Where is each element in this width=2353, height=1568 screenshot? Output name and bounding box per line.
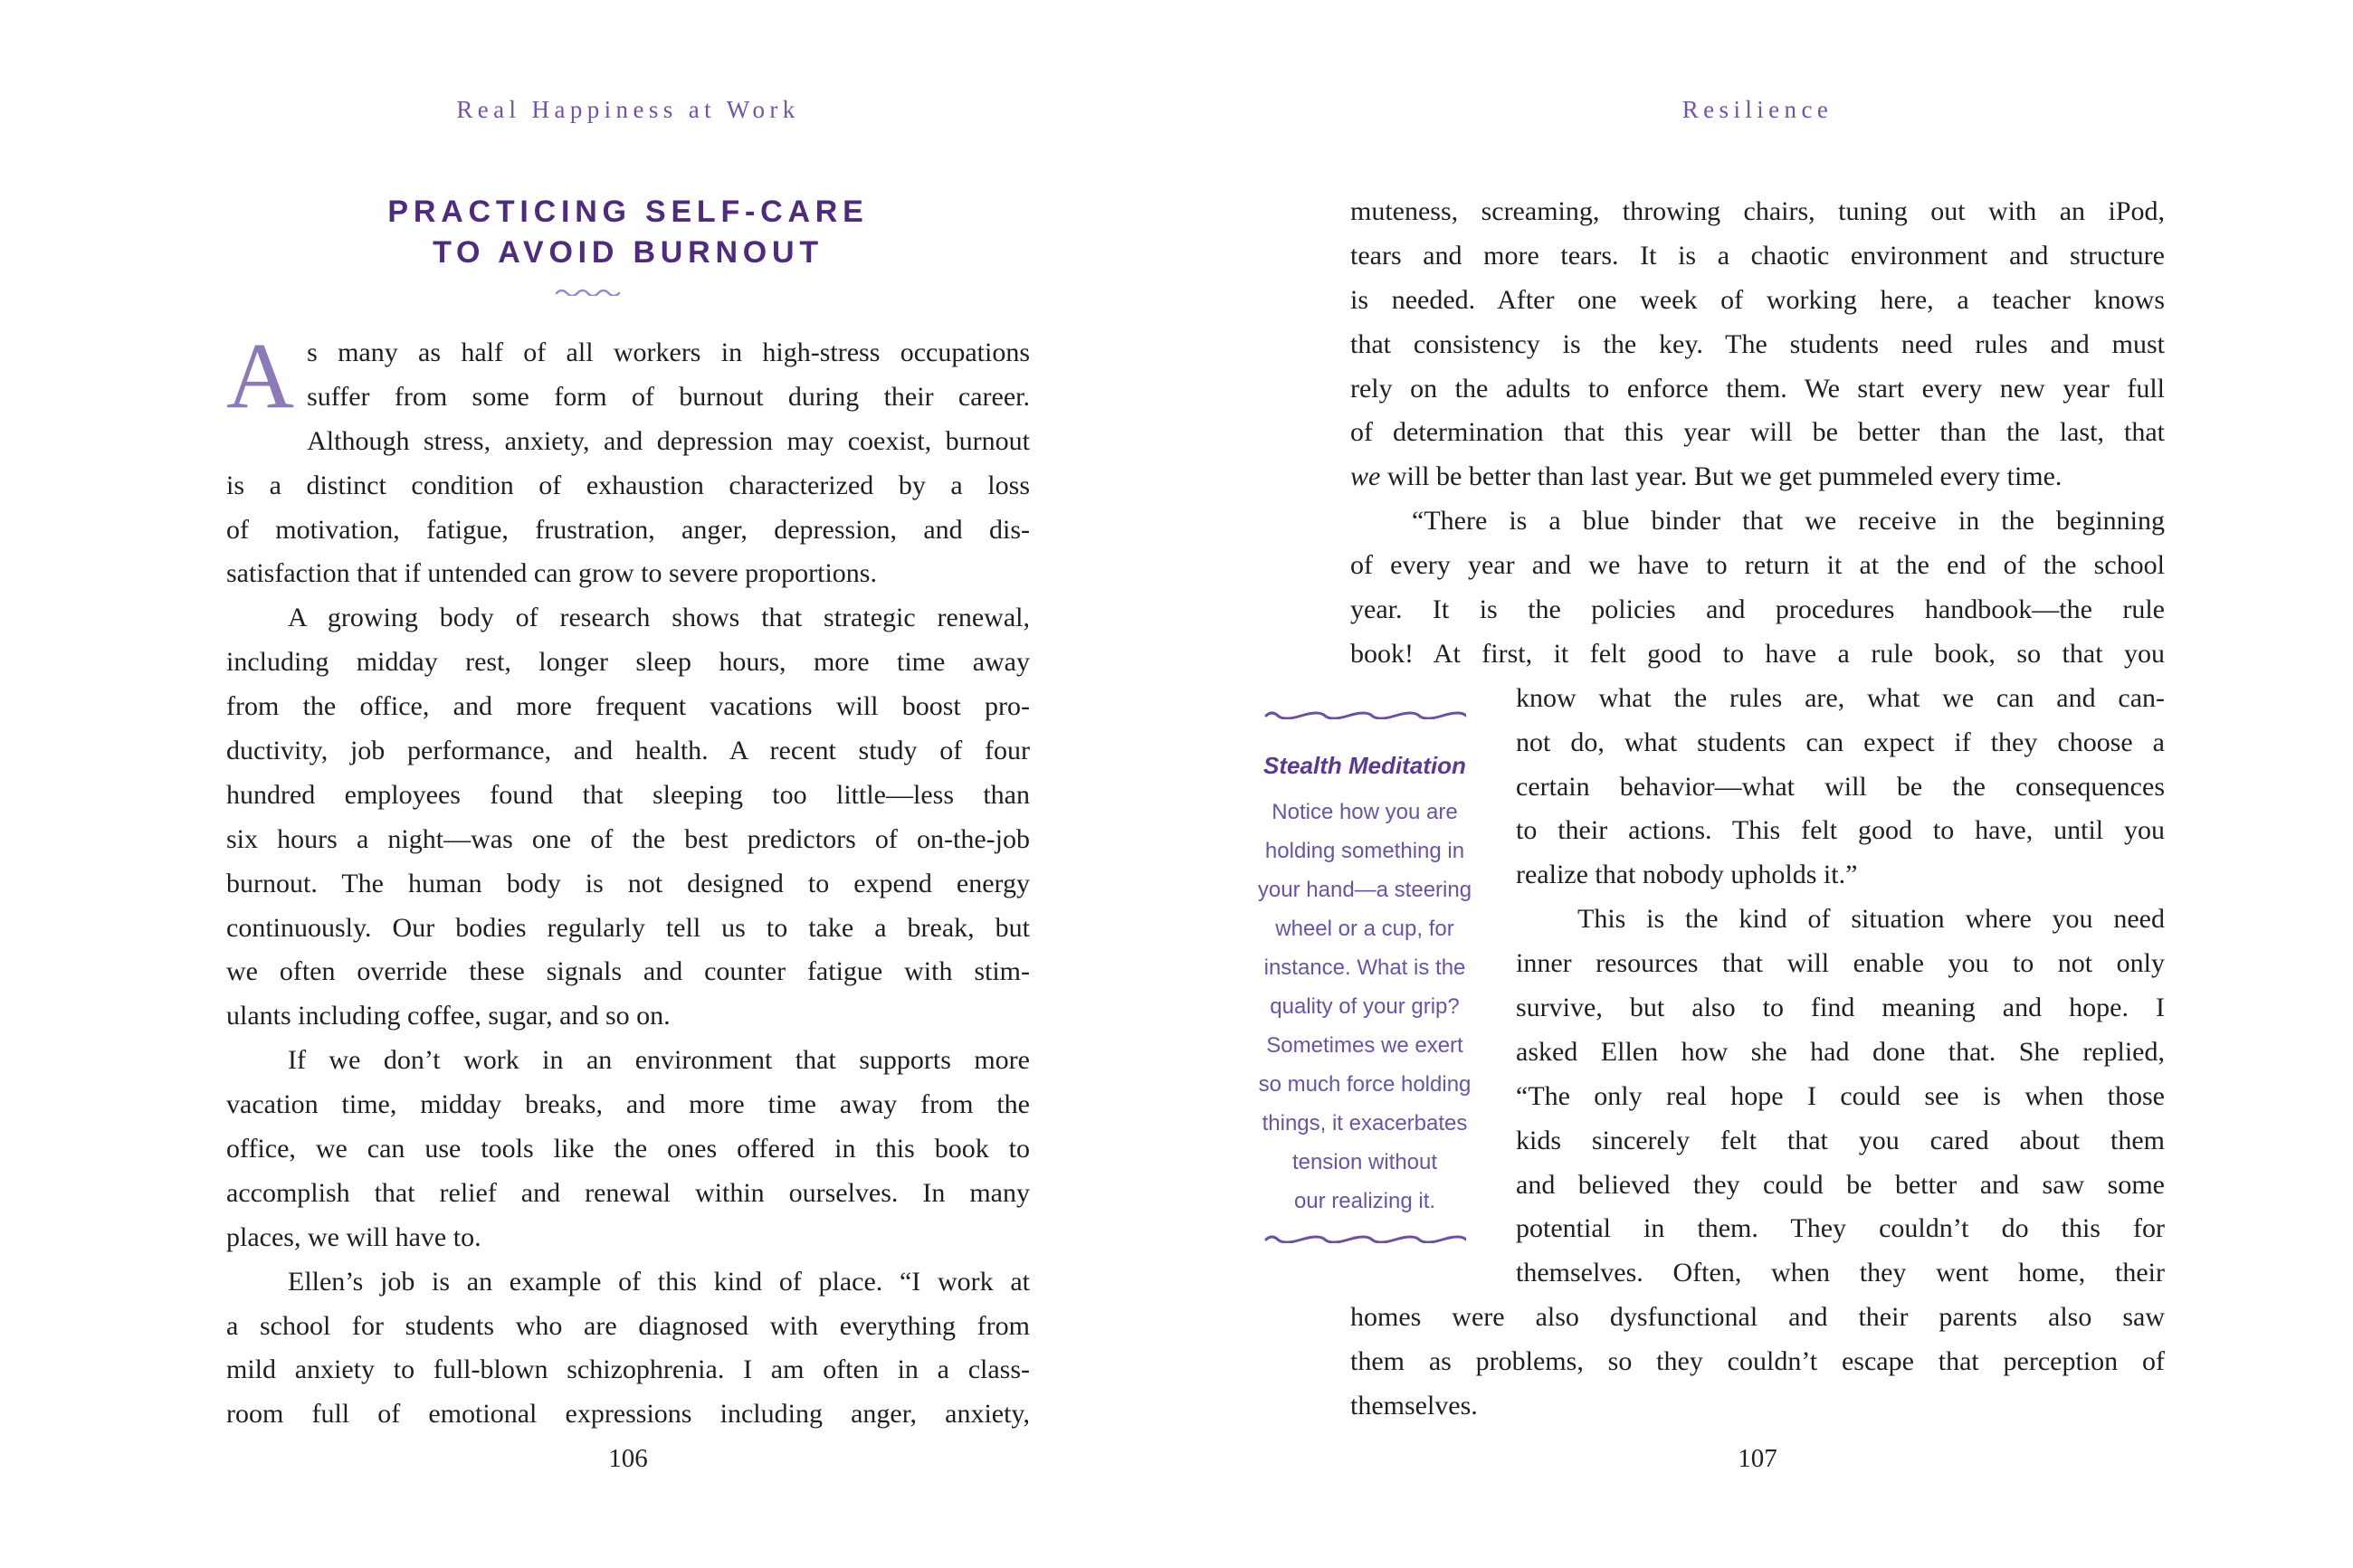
text-line: themselves. (1350, 1391, 1478, 1421)
page-number-left: 106 (608, 1444, 648, 1473)
text-line: from the office, and more frequent vacations will boost pro- (226, 691, 1030, 722)
chapter-heading-line1: PRACTICING SELF-CARE (387, 195, 869, 229)
chapter-heading (226, 192, 1030, 273)
italic-word: we (1350, 461, 1381, 492)
text-line: of determination that this year will be better than the last, that (1350, 417, 2165, 448)
text-line: of motivation, fatigue, frustration, anger, depression, and dis- (226, 514, 1030, 545)
sidebar-text-line: so much force holding (1258, 1072, 1472, 1097)
text-line: book! At first, it felt good to have a rule book, so that you (1350, 638, 2165, 669)
text-line: ductivity, job performance, and health. A recent study of four (226, 736, 1030, 766)
sidebar-text-line: your hand—a steering (1257, 878, 1472, 902)
squiggle-divider (1247, 1231, 1482, 1248)
text-line: rely on the adults to enforce them. We start every new year full (1350, 373, 2165, 404)
text-line: room full of emotional expressions including anger, anxiety, (226, 1399, 1030, 1430)
left-body-text (226, 324, 1030, 1437)
text-line: that consistency is the key. The students need rules and must (1350, 328, 2165, 359)
line-rest: will be better than last year. But we get pummeled every time. (1380, 461, 2062, 492)
text-line: homes were also dysfunctional and their parents also saw (1350, 1302, 2165, 1333)
text-line: “There is a blue binder that we receive in the beginning (1412, 506, 2165, 537)
text-line-with-italic (1350, 455, 2165, 499)
text-line: including midday rest, longer sleep hours, more time away (226, 647, 1030, 678)
sidebar-text-line: quality of your grip? (1270, 994, 1460, 1019)
right-page (1176, 0, 2353, 1568)
sidebar-title: Stealth Meditation (1263, 752, 1466, 779)
text-line: is a distinct condition of exhaustion characterized by a loss (226, 470, 1030, 500)
text-line: realize that nobody upholds it.” (1516, 860, 1858, 890)
text-line: know what the rules are, what we can and can- (1516, 682, 2165, 713)
chapter-heading-line2: TO AVOID BURNOUT (433, 235, 824, 270)
text-line: places, we will have to. (226, 1221, 481, 1252)
text-line: burnout. The human body is not designed to expend energy (226, 868, 1030, 898)
sidebar-text-line: Sometimes we exert (1266, 1033, 1463, 1058)
squiggle-divider (0, 284, 1176, 300)
running-head-left: Real Happiness at Work (456, 96, 800, 123)
text-line: certain behavior—what will be the consequences (1516, 771, 2165, 802)
text-line: “The only real hope I could see is when those (1516, 1080, 2165, 1111)
stealth-meditation-sidebar (1247, 708, 1482, 1248)
text-line: hundred employees found that sleeping too little—less than (226, 779, 1030, 810)
squiggle-icon (1263, 1232, 1466, 1243)
text-line: of every year and we have to return it at the end of the school (1350, 550, 2165, 581)
text-line: potential in them. They couldn’t do this for (1516, 1213, 2165, 1244)
text-line: If we don’t work in an environment that supports more (288, 1045, 1030, 1076)
left-page (0, 0, 1176, 1568)
sidebar-text-line: holding something in (1264, 839, 1465, 863)
text-line: is needed. After one week of working here, a teacher knows (1350, 284, 2165, 315)
text-line: muteness, screaming, throwing chairs, tuning out with an iPod, (1350, 196, 2165, 226)
text-line: suffer from some form of burnout during their career. (307, 381, 1030, 412)
text-line: we often override these signals and counter fatigue with stim- (226, 956, 1030, 987)
text-line: office, we can use tools like the ones offered in this book to (226, 1134, 1030, 1164)
text-line: satisfaction that if untended can grow to severe proportions. (226, 558, 877, 589)
text-line: ulants including coffee, sugar, and so on. (226, 1001, 671, 1031)
text-line: kids sincerely felt that you cared about them (1516, 1125, 2165, 1155)
sidebar-text-line: tension without (1291, 1150, 1438, 1174)
text-line: survive, but also to find meaning and hope. I (1516, 993, 2165, 1023)
text-line: continuously. Our bodies regularly tell us to take a break, but (226, 912, 1030, 943)
sidebar-text-line: instance. What is the (1263, 955, 1466, 980)
text-line: inner resources that will enable you to not only (1516, 948, 2165, 979)
text-line: This is the kind of situation where you need (1577, 904, 2165, 935)
text-line: them as problems, so they couldn’t escape that perception of (1350, 1346, 2165, 1377)
sidebar-text-line: wheel or a cup, for (1275, 917, 1454, 941)
text-line: to their actions. This felt good to have, until you (1516, 815, 2165, 846)
text-line: and believed they could be better and saw some (1516, 1169, 2165, 1200)
text-line: vacation time, midday breaks, and more time away from the (226, 1089, 1030, 1120)
text-line: themselves. Often, when they went home, their (1516, 1258, 2165, 1288)
text-line: asked Ellen how she had done that. She replied, (1516, 1036, 2165, 1067)
sidebar-text-line: our realizing it. (1293, 1189, 1436, 1213)
squiggle-icon (555, 287, 622, 296)
text-line: Although stress, anxiety, and depression may coexist, burnout (307, 425, 1030, 456)
dropcap-letter: A (226, 324, 295, 428)
squiggle-icon (1263, 708, 1466, 719)
running-head-right: Resilience (1681, 96, 1834, 123)
text-line: not do, what students can expect if they choose a (1516, 727, 2165, 757)
text-line: year. It is the policies and procedures handbook—the rule (1350, 594, 2165, 625)
text-line: Ellen’s job is an example of this kind of place. “I work at (288, 1266, 1030, 1297)
text-line: a school for students who are diagnosed with everything from (226, 1310, 1030, 1341)
text-line: mild anxiety to full-blown schizophrenia. I am often in a class- (226, 1354, 1030, 1385)
text-line: A growing body of research shows that strategic renewal, (288, 603, 1030, 633)
text-line: accomplish that relief and renewal within ourselves. In many (226, 1177, 1030, 1208)
text-line: tears and more tears. It is a chaotic environment and structure (1350, 240, 2165, 271)
text-line: s many as half of all workers in high-stress occupations (307, 337, 1030, 367)
sidebar-text-line: things, it exacerbates (1262, 1111, 1468, 1136)
page-number-right: 107 (1738, 1444, 1777, 1473)
text-line: six hours a night—was one of the best predictors of on-the-job (226, 823, 1030, 854)
sidebar-text-line: Notice how you are (1272, 800, 1458, 824)
